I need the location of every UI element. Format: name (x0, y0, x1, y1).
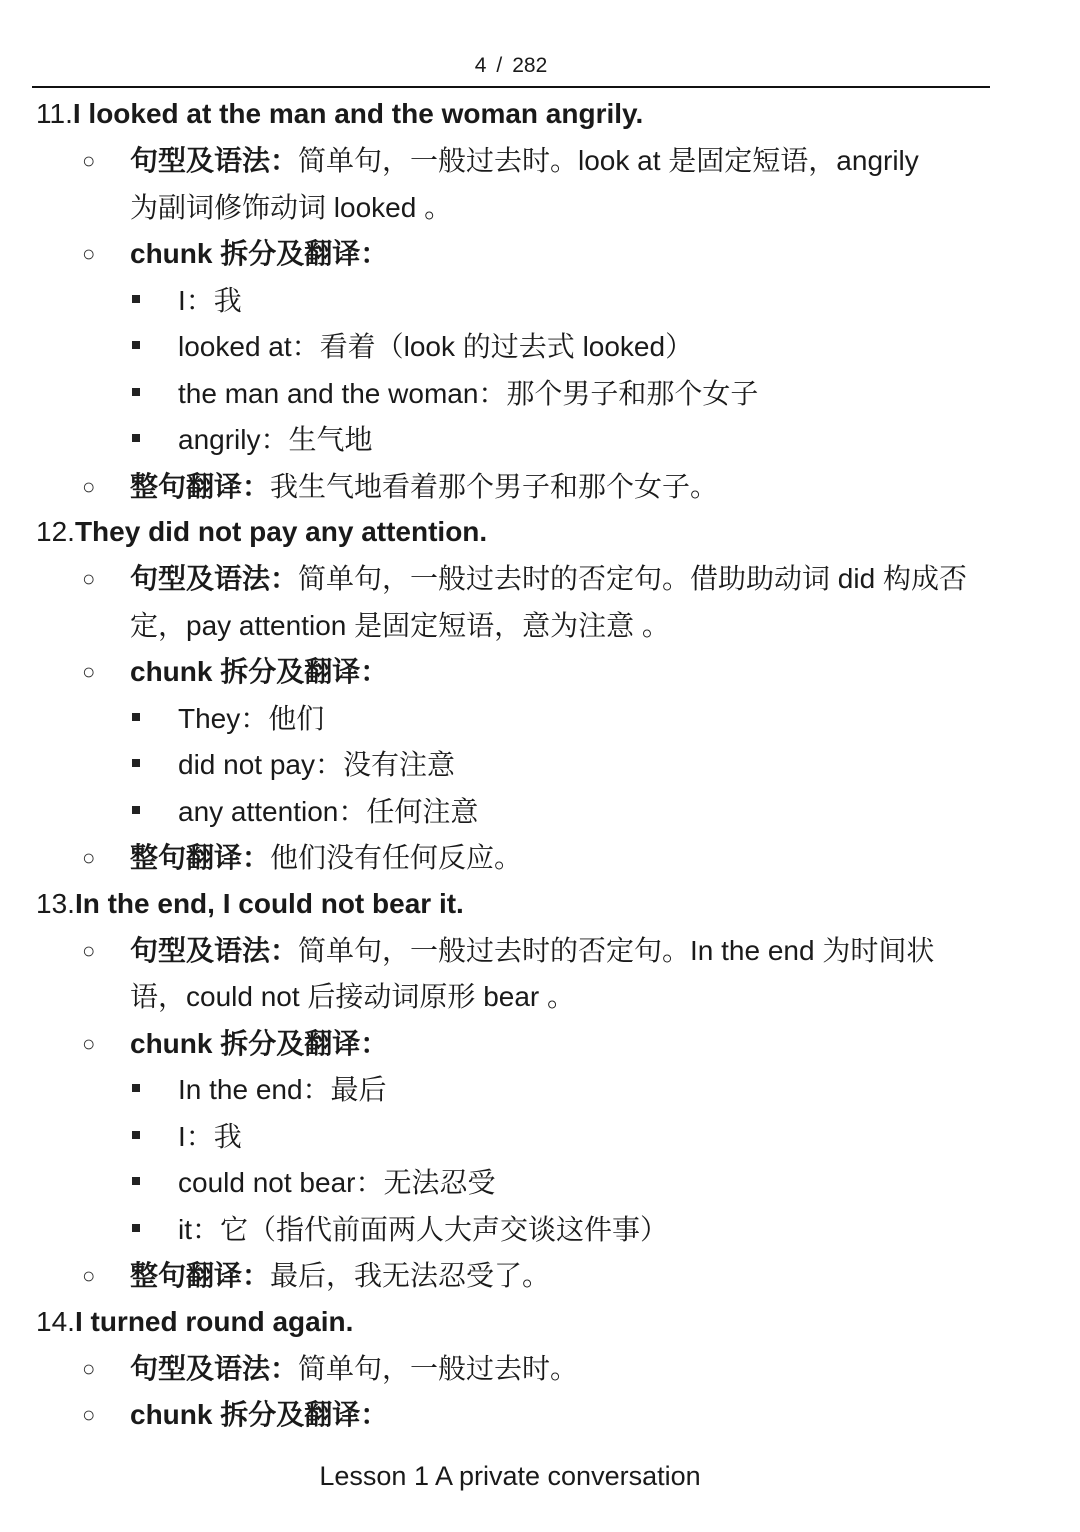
translation-label: 整句翻译： (130, 1260, 271, 1291)
document-body (36, 92, 986, 1439)
chunk-item (36, 1021, 986, 1068)
square-bullet-icon (132, 1084, 140, 1092)
circle-bullet-icon: ○ (82, 473, 96, 499)
chunk-label: chunk 拆分及翻译： (130, 1399, 389, 1430)
chunk-entry (36, 324, 986, 371)
chunk-label: chunk 拆分及翻译： (130, 656, 389, 687)
sentence-heading (36, 510, 986, 556)
page-footer: Lesson 1 A private conversation (319, 1461, 701, 1491)
grammar-item (36, 928, 970, 1021)
chunk-item (36, 231, 986, 278)
grammar-text: 简单句，一般过去时的否定句。借助助动词 did 构成否定，pay attention 是固定短语，意为注意 。 (130, 563, 967, 641)
sentence-heading (36, 882, 986, 928)
chunk-text: angrily：生气地 (178, 424, 373, 455)
section-12 (36, 510, 986, 882)
page-header (32, 48, 990, 88)
circle-bullet-icon: ○ (82, 241, 96, 266)
translation-text: 最后，我无法忍受了。 (270, 1260, 551, 1291)
square-bullet-icon (132, 806, 140, 814)
grammar-text: 简单句，一般过去时的否定句。In the end 为时间状语，could not 后接动词原形 bear 。 (130, 934, 935, 1012)
grammar-item (36, 1346, 986, 1393)
sentence-number: 13. (36, 887, 75, 919)
grammar-label: 句型及语法： (130, 563, 299, 594)
translation-label: 整句翻译： (130, 842, 271, 873)
sentence-number: 14. (36, 1305, 75, 1337)
chunk-entry (36, 417, 986, 464)
chunk-entry (36, 696, 986, 743)
square-bullet-icon (132, 759, 140, 767)
circle-bullet-icon: ○ (82, 1402, 96, 1427)
translation-item (36, 1253, 986, 1300)
square-bullet-icon (132, 434, 140, 442)
page-current: 4 (474, 54, 487, 77)
page-separator: / (496, 54, 503, 77)
translation-item (36, 835, 986, 882)
sentence-text: In the end, I could not bear it. (74, 887, 464, 919)
chunk-text: I：我 (178, 284, 242, 316)
chunk-entry (36, 1067, 986, 1114)
grammar-text: 简单句，一般过去时。 (298, 1352, 579, 1384)
section-14 (36, 1300, 986, 1439)
section-13 (36, 882, 986, 1300)
circle-bullet-icon: ○ (82, 1030, 96, 1056)
square-bullet-icon (132, 1224, 140, 1232)
grammar-item (36, 556, 970, 649)
chunk-text: any attention：任何注意 (178, 795, 479, 827)
chunk-entry (36, 371, 986, 418)
circle-bullet-icon: ○ (82, 937, 96, 963)
circle-bullet-icon: ○ (82, 1355, 96, 1381)
circle-bullet-icon: ○ (82, 845, 96, 870)
chunk-text: it：它（指代前面两人大声交谈这件事） (178, 1213, 669, 1245)
chunk-entry (36, 742, 986, 789)
chunk-entry (36, 1207, 986, 1254)
chunk-entry (36, 789, 986, 836)
chunk-item (36, 649, 986, 696)
circle-bullet-icon: ○ (82, 148, 96, 173)
chunk-entry (36, 278, 986, 325)
chunk-text: the man and the woman：那个男子和那个女子 (178, 377, 759, 409)
circle-bullet-icon: ○ (82, 659, 96, 684)
sentence-heading (36, 92, 986, 138)
chunk-entry (36, 1114, 986, 1161)
sentence-text: I turned round again. (74, 1305, 354, 1337)
translation-item (36, 464, 986, 511)
square-bullet-icon (132, 713, 140, 721)
grammar-item (36, 138, 930, 231)
chunk-text: They：他们 (178, 702, 325, 734)
chunk-text: did not pay：没有注意 (178, 749, 455, 780)
sentence-text: They did not pay any attention. (74, 516, 488, 547)
square-bullet-icon (132, 295, 140, 303)
square-bullet-icon (132, 1177, 140, 1185)
chunk-label: chunk 拆分及翻译： (130, 1027, 389, 1059)
chunk-text: I：我 (178, 1120, 242, 1152)
sentence-text: I looked at the man and the woman angrily. (72, 98, 644, 129)
square-bullet-icon (132, 341, 140, 349)
translation-text: 他们没有任何反应。 (270, 842, 523, 873)
translation-text: 我生气地看着那个男子和那个女子。 (270, 470, 719, 502)
sentence-number: 12. (36, 516, 75, 547)
page-total: 282 (512, 54, 548, 77)
circle-bullet-icon: ○ (82, 1263, 96, 1288)
grammar-label: 句型及语法： (130, 934, 299, 966)
sentence-number: 11. (36, 98, 73, 129)
chunk-text: looked at：看着（look 的过去式 looked） (178, 331, 694, 362)
chunk-text: In the end：最后 (178, 1074, 387, 1105)
square-bullet-icon (132, 388, 140, 396)
chunk-label: chunk 拆分及翻译： (130, 238, 389, 269)
chunk-item (36, 1392, 986, 1439)
chunk-entry (36, 1160, 986, 1207)
translation-label: 整句翻译： (130, 470, 271, 502)
grammar-label: 句型及语法： (130, 145, 299, 176)
grammar-text: 简单句，一般过去时。look at 是固定短语，angrily 为副词修饰动词 looked 。 (130, 145, 919, 223)
sentence-heading (36, 1300, 986, 1346)
chunk-text: could not bear：无法忍受 (178, 1167, 496, 1198)
section-11 (36, 92, 986, 510)
grammar-label: 句型及语法： (130, 1352, 299, 1384)
square-bullet-icon (132, 1131, 140, 1139)
circle-bullet-icon: ○ (82, 566, 96, 591)
